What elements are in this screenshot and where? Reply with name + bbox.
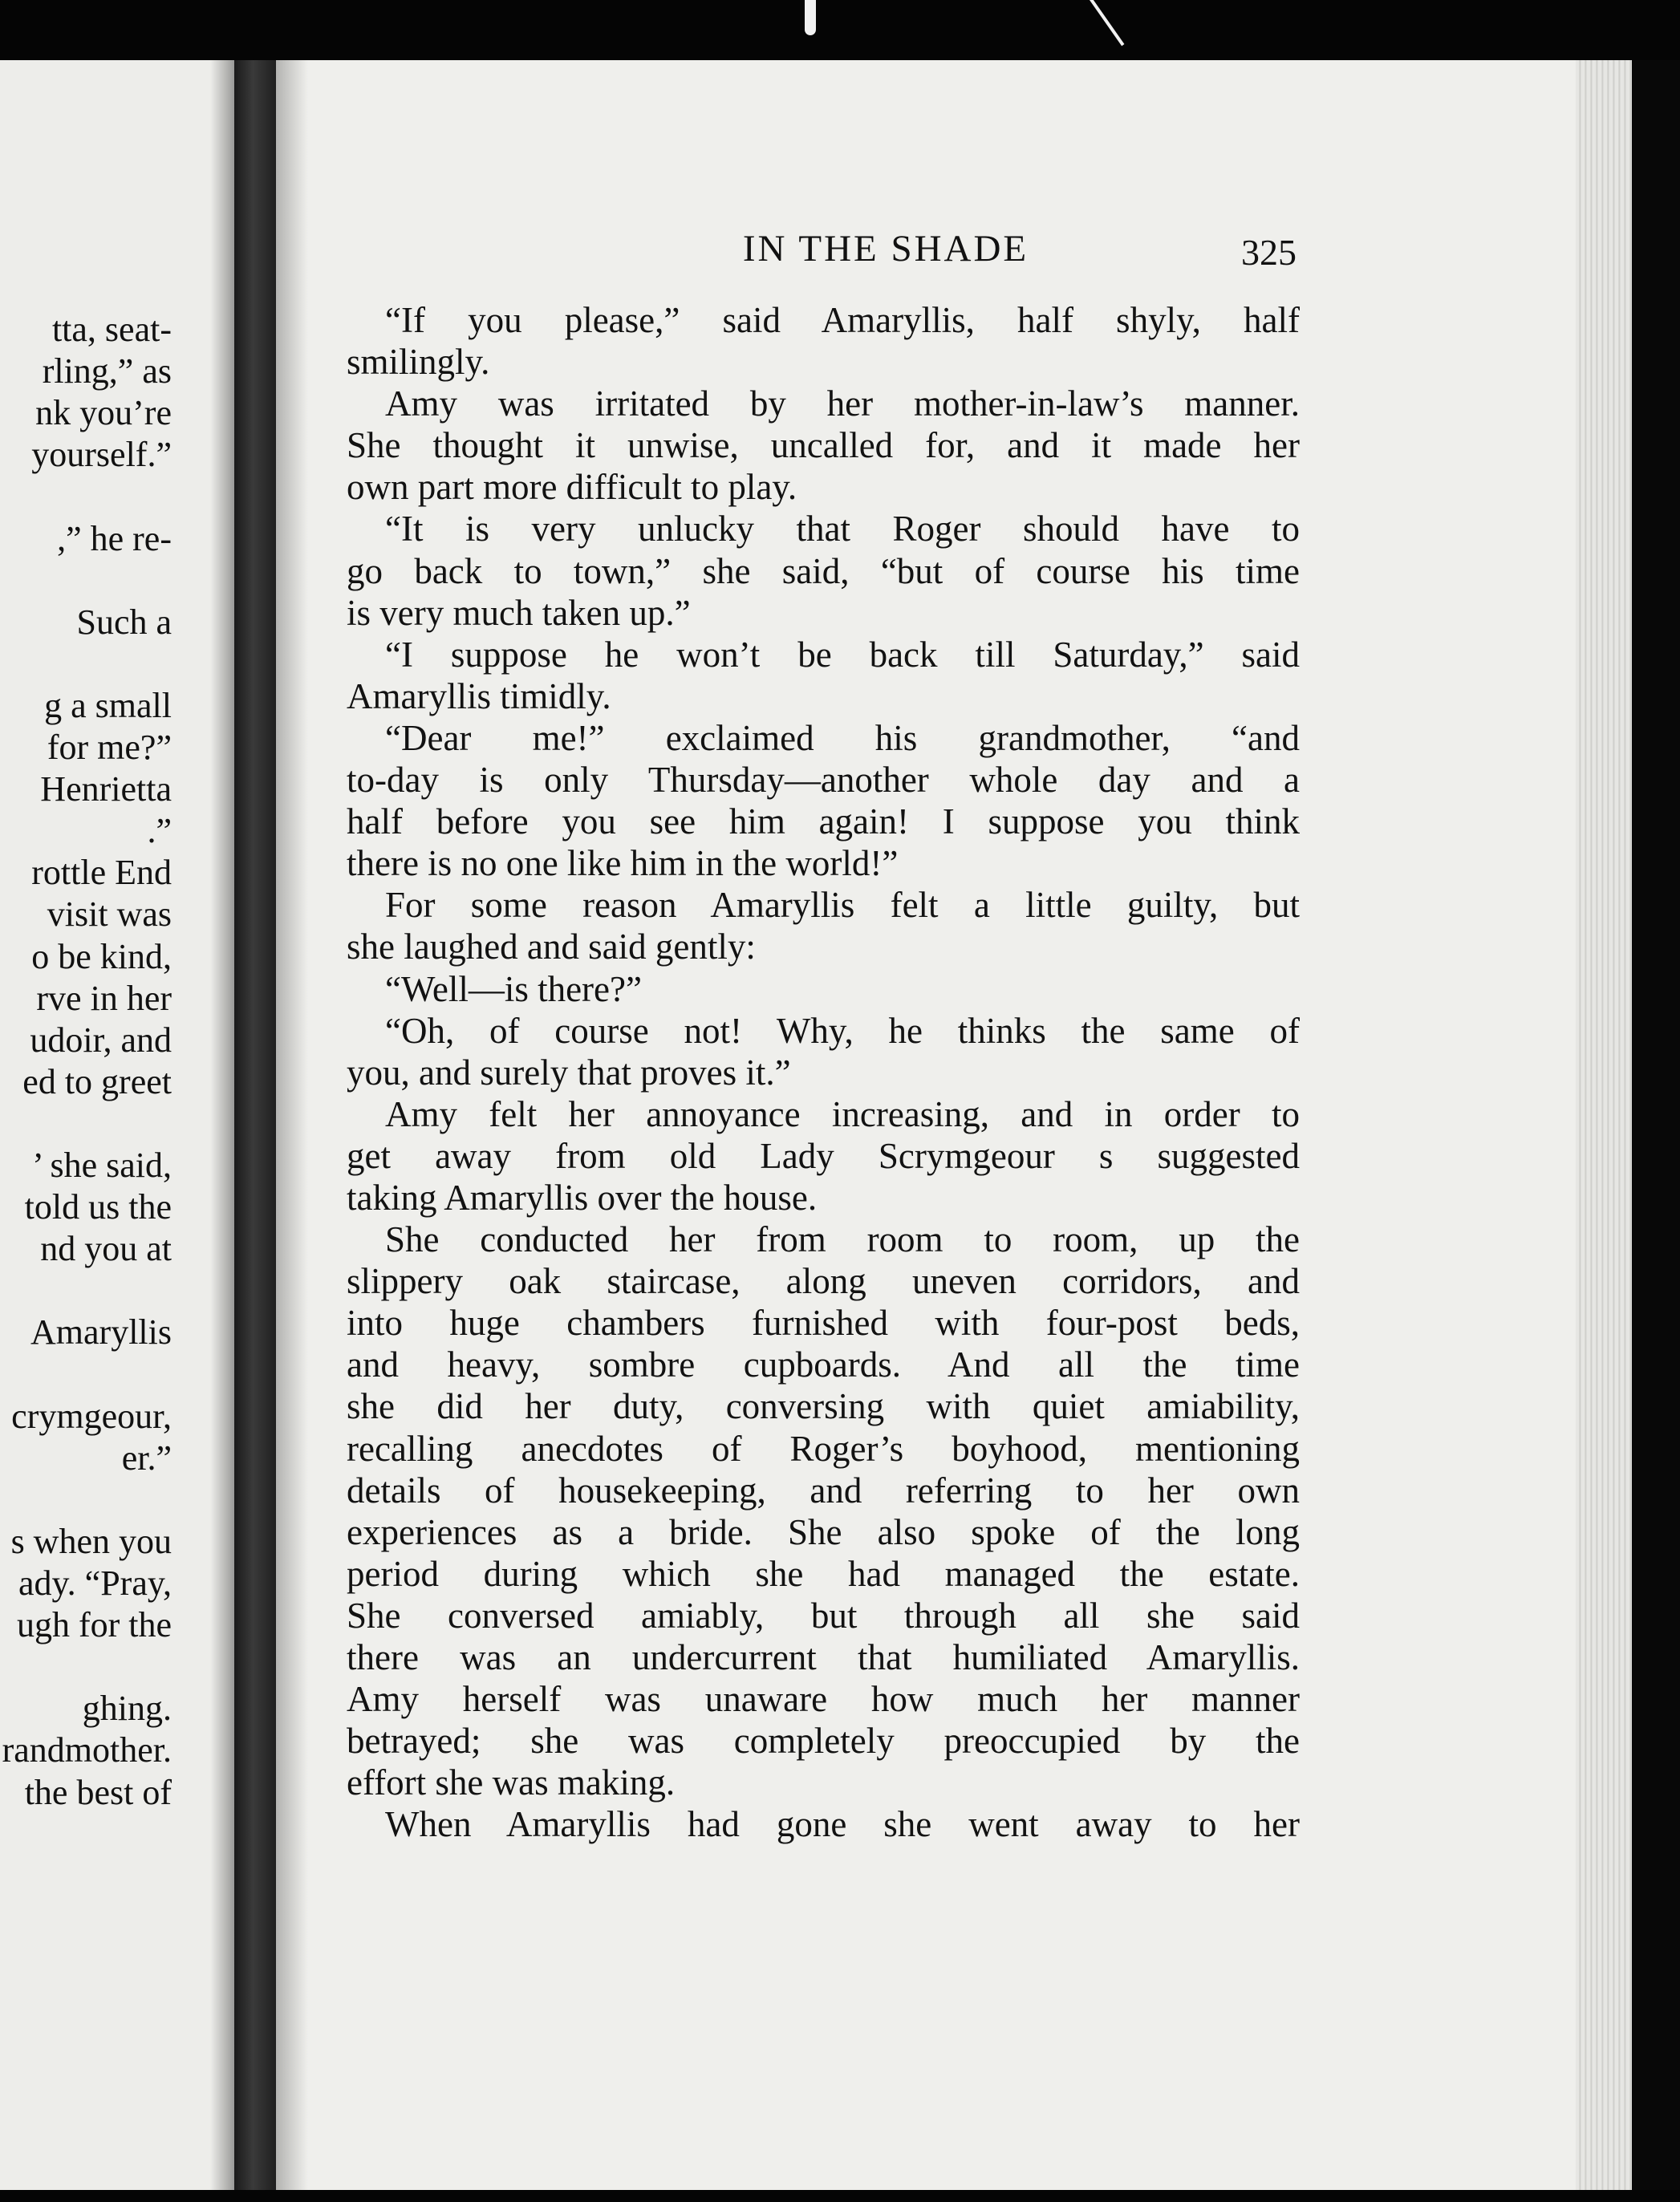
left-text-fragment: rling,” as <box>42 351 172 391</box>
text-line: go back to town,” she said, “but of course his time <box>347 550 1300 591</box>
film-mark <box>805 0 816 35</box>
film-strip-bottom <box>0 2190 1680 2202</box>
film-strip-top <box>0 0 1680 60</box>
page-number: 325 <box>1241 232 1297 273</box>
left-text-fragment: o be kind, <box>31 936 172 976</box>
text-line: Amaryllis timidly. <box>347 675 611 716</box>
book-gutter <box>234 60 276 2190</box>
text-line: She thought it unwise, uncalled for, and it made her <box>347 425 1300 466</box>
text-line: half before you see him again! I suppose you think <box>347 801 1300 842</box>
text-line: details of housekeeping, and referring to her own <box>347 1470 1300 1511</box>
left-text-fragment: rottle End <box>31 853 172 893</box>
left-text-fragment: .” <box>147 811 172 851</box>
left-text-fragment: s when you <box>10 1521 172 1561</box>
left-page <box>0 60 234 2190</box>
text-line: “I suppose he won’t be back till Saturday,” said <box>385 634 1300 675</box>
right-page <box>276 60 1632 2190</box>
left-text-fragment: for me?” <box>47 728 172 767</box>
left-text-fragment: yourself.” <box>31 435 172 475</box>
text-line: experiences as a bride. She also spoke of the long <box>347 1511 1300 1552</box>
text-line: Amy was irritated by her mother-in-law’s manner. <box>385 383 1300 424</box>
left-text-fragment: Such a <box>76 602 172 642</box>
left-text-fragment: told us the <box>24 1187 172 1227</box>
left-text-fragment: the best of <box>24 1772 172 1812</box>
left-text-fragment: ady. “Pray, <box>18 1563 172 1603</box>
text-line: she did her duty, conversing with quiet amiability, <box>347 1386 1300 1427</box>
text-line: “Well—is there?” <box>385 968 642 1009</box>
text-line: effort she was making. <box>347 1762 676 1803</box>
text-line: there is no one like him in the world!” <box>347 843 899 884</box>
page-edges <box>1576 60 1632 2190</box>
left-text-fragment: crymgeour, <box>11 1396 172 1436</box>
left-text-fragment: Amaryllis <box>30 1312 172 1352</box>
text-line: you, and surely that proves it.” <box>347 1052 791 1093</box>
text-line: into huge chambers furnished with four-post beds, <box>347 1303 1300 1344</box>
left-text-fragment: udoir, and <box>30 1020 172 1060</box>
text-line: Amy felt her annoyance increasing, and in order to <box>385 1093 1300 1134</box>
text-line: When Amaryllis had gone she went away to her <box>385 1804 1300 1845</box>
text-line: betrayed; she was completely preoccupied by the <box>347 1721 1300 1762</box>
text-line: smilingly. <box>347 342 490 383</box>
text-line: slippery oak staircase, along uneven corridors, and <box>347 1261 1300 1302</box>
text-line: “Oh, of course not! Why, he thinks the same of <box>385 1010 1300 1051</box>
left-text-fragment: nd you at <box>40 1229 172 1269</box>
left-text-fragment: ,” he re- <box>57 518 172 558</box>
text-line: Amy herself was unaware how much her manner <box>347 1679 1300 1720</box>
left-page-shadow <box>210 60 234 2190</box>
text-line: “Dear me!” exclaimed his grandmother, “and <box>385 717 1300 758</box>
left-text-fragment: ’ she said, <box>32 1146 172 1185</box>
text-line: she laughed and said gently: <box>347 927 756 967</box>
text-line: She conversed amiably, but through all she said <box>347 1595 1300 1636</box>
text-line: taking Amaryllis over the house. <box>347 1177 818 1218</box>
left-text-fragment: ed to greet <box>22 1061 172 1101</box>
text-line: She conducted her from room to room, up the <box>385 1219 1300 1260</box>
left-text-fragment: tta, seat- <box>51 310 172 349</box>
left-text-fragment: Henrietta <box>40 769 172 809</box>
text-line: there was an undercurrent that humiliated Amaryllis. <box>347 1637 1300 1677</box>
film-mark <box>1090 0 1124 46</box>
text-line: get away from old Lady Scrymgeour s suggested <box>347 1135 1300 1176</box>
left-text-fragment: g a small <box>44 685 172 725</box>
text-line: to-day is only Thursday—another whole day and a <box>347 760 1300 801</box>
running-head: IN THE SHADE <box>742 228 1029 270</box>
text-line: “It is very unlucky that Roger should have to <box>385 509 1300 549</box>
left-text-fragment: ugh for the <box>16 1605 172 1645</box>
left-text-fragment: visit was <box>47 894 172 935</box>
fold-shadow <box>276 60 308 2190</box>
left-text-fragment: er.” <box>121 1438 172 1478</box>
left-text-fragment: nk you’re <box>35 393 172 433</box>
text-line: own part more difficult to play. <box>347 467 797 508</box>
text-line: recalling anecdotes of Roger’s boyhood, mentioning <box>347 1428 1300 1469</box>
text-line: period during which she had managed the estate. <box>347 1553 1300 1594</box>
text-line: For some reason Amaryllis felt a little guilty, but <box>385 885 1300 926</box>
left-text-fragment: rve in her <box>36 978 172 1018</box>
body-text <box>347 299 1300 1845</box>
text-line: is very much taken up.” <box>347 592 691 633</box>
text-line: and heavy, sombre cupboards. And all the time <box>347 1344 1300 1385</box>
film-strip-right <box>1632 60 1680 2190</box>
left-text-fragment: randmother. <box>2 1730 172 1770</box>
text-line: “If you please,” said Amaryllis, half shyly, half <box>385 300 1300 340</box>
left-text-fragment: ghing. <box>82 1689 172 1729</box>
